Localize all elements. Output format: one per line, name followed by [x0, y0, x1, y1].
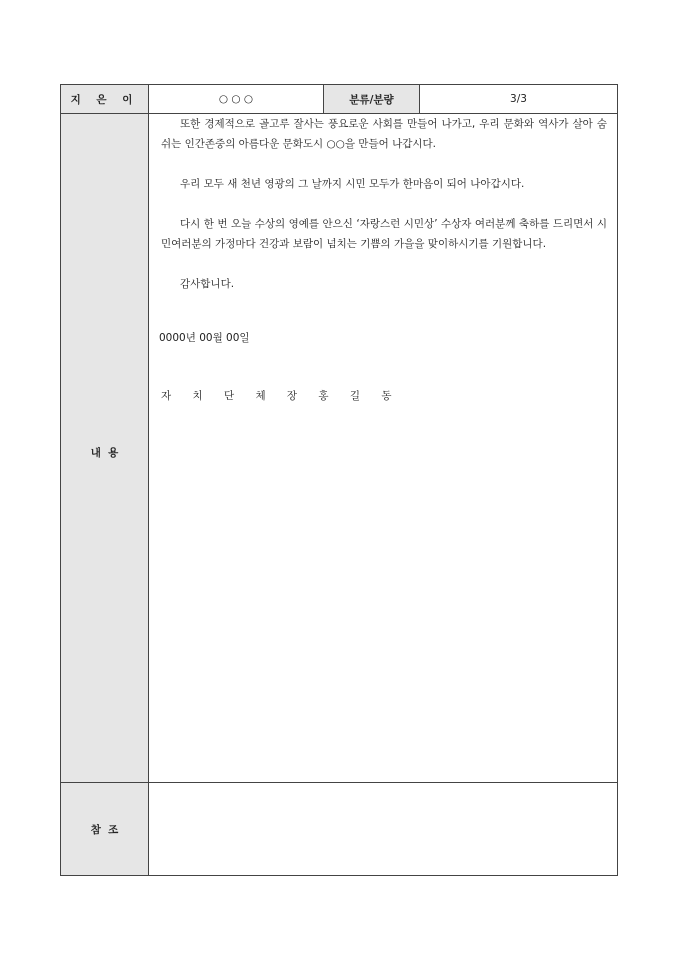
author-label: 지 은 이	[61, 85, 149, 114]
header-row	[61, 85, 618, 114]
category-label: 분류/분량	[324, 85, 420, 114]
signature-line: 자 치 단 체 장 홍 길 동	[161, 390, 401, 402]
category-value: 3/3	[420, 85, 618, 114]
reference-row	[61, 783, 618, 876]
date-line: 0000년 00월 00일	[159, 332, 250, 344]
content-row	[61, 114, 618, 783]
content-body	[149, 114, 618, 783]
reference-value	[149, 783, 618, 876]
content-paragraph: 다시 한 번 오늘 수상의 영예를 안으신 ‘자랑스런 시민상’ 수상자 여러분께 축하를 드리면서 시민여러분의 가정마다 건강과 보람이 넘치는 기쁨의 가을을 맞이하시기를 기원합니다.	[161, 218, 607, 250]
reference-label: 참 조	[61, 783, 149, 876]
content-label: 내 용	[61, 114, 149, 783]
author-value: ○ ○ ○	[149, 85, 324, 114]
content-paragraph: 우리 모두 새 천년 영광의 그 날까지 시민 모두가 한마음이 되어 나아갑시다.	[180, 178, 525, 190]
document-form	[60, 84, 618, 876]
content-paragraph: 감사합니다.	[180, 278, 235, 290]
content-paragraph: 또한 경제적으로 골고루 잘사는 풍요로운 사회를 만들어 나가고, 우리 문화와 역사가 살아 숨쉬는 인간존중의 아름다운 문화도시 ○○을 만들어 나갑시다.	[161, 118, 607, 150]
